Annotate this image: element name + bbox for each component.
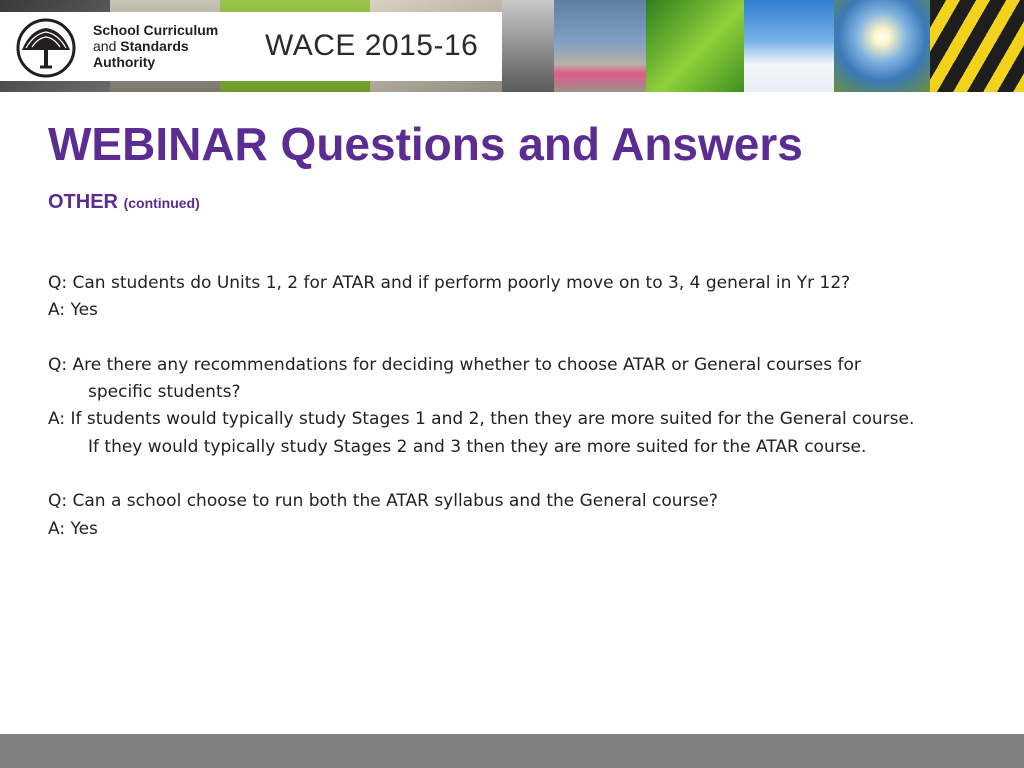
- banner-photo-sky: [744, 0, 834, 92]
- answer-3: A: Yes: [48, 518, 98, 539]
- answer-1: A: Yes: [48, 300, 98, 321]
- section-heading: [48, 189, 200, 216]
- org-name-line2b: Standards: [120, 38, 189, 54]
- banner-photo-road-stripes: [930, 0, 1024, 92]
- program-title: WACE 2015-16: [265, 29, 479, 62]
- org-name-line3: Authority: [93, 54, 156, 70]
- section-note: (continued): [123, 195, 200, 211]
- footer-bar: [0, 734, 1024, 768]
- banner-photo-sneakers: [554, 0, 646, 92]
- answer-2-line1: A: If students would typically study Stages 1 and 2, then they are more suited for the General course.: [48, 409, 915, 430]
- banner-photo-sunfield: [834, 0, 930, 92]
- section-label: OTHER: [48, 191, 118, 213]
- answer-2-line2: If they would typically study Stages 2 and 3 then they are more suited for the ATAR course.: [88, 436, 867, 457]
- banner-photo-leaf: [646, 0, 744, 92]
- header-banner: [0, 0, 1024, 92]
- qa-list: [48, 270, 998, 543]
- org-name-line2a: and: [93, 38, 121, 54]
- question-2-line1: Q: Are there any recommendations for deciding whether to choose ATAR or General courses for: [48, 354, 861, 375]
- org-name-line1: School Curriculum: [93, 22, 219, 38]
- slide-title: WEBINAR Questions and Answers: [48, 118, 803, 170]
- logo-panel: [0, 12, 502, 81]
- tree-crest-icon: [10, 16, 86, 78]
- org-name: [93, 22, 218, 70]
- question-2-line2: specific students?: [88, 382, 241, 403]
- question-3: Q: Can a school choose to run both the ATAR syllabus and the General course?: [48, 491, 718, 512]
- question-1: Q: Can students do Units 1, 2 for ATAR and if perform poorly move on to 3, 4 general in Yr 12?: [48, 273, 851, 293]
- banner-photo-disc: [502, 0, 554, 92]
